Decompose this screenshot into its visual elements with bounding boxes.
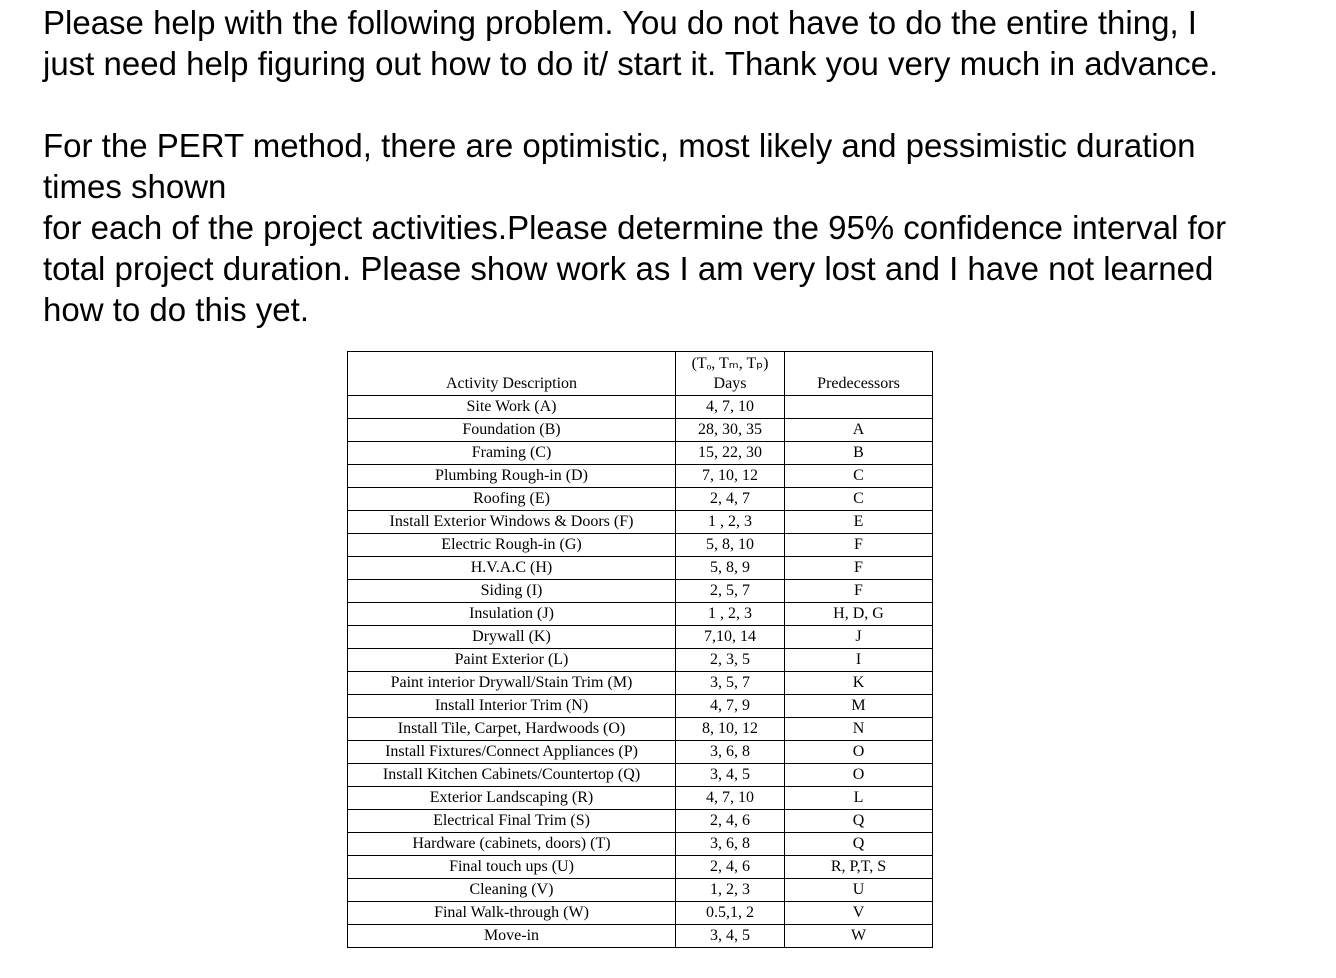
predecessors-cell: K	[785, 672, 933, 695]
header-predecessors: Predecessors	[785, 352, 933, 396]
activity-cell: Install Interior Trim (N)	[348, 695, 676, 718]
predecessors-cell: B	[785, 442, 933, 465]
activity-cell: Move-in	[348, 925, 676, 948]
activity-cell: Framing (C)	[348, 442, 676, 465]
duration-cell: 2, 4, 6	[676, 856, 785, 879]
table-row	[348, 764, 933, 787]
duration-cell: 2, 3, 5	[676, 649, 785, 672]
duration-cell: 0.5,1, 2	[676, 902, 785, 925]
predecessors-cell: R, P,T, S	[785, 856, 933, 879]
table-row	[348, 534, 933, 557]
duration-cell: 1, 2, 3	[676, 879, 785, 902]
question-line-1: For the PERT method, there are optimistic, most likely and pessimistic duration	[43, 127, 1196, 164]
table-row	[348, 833, 933, 856]
duration-cell: 2, 4, 7	[676, 488, 785, 511]
duration-cell: 5, 8, 9	[676, 557, 785, 580]
predecessors-cell: L	[785, 787, 933, 810]
table-row	[348, 580, 933, 603]
duration-cell: 5, 8, 10	[676, 534, 785, 557]
activity-cell: Paint Exterior (L)	[348, 649, 676, 672]
predecessors-cell: Q	[785, 833, 933, 856]
table-row	[348, 787, 933, 810]
predecessors-cell: F	[785, 534, 933, 557]
activity-cell: Final touch ups (U)	[348, 856, 676, 879]
table-row	[348, 396, 933, 419]
activity-cell: Siding (I)	[348, 580, 676, 603]
duration-cell: 1 , 2, 3	[676, 511, 785, 534]
paragraph-gap	[43, 84, 1333, 125]
header-duration-days	[676, 352, 785, 396]
activity-cell: Site Work (A)	[348, 396, 676, 419]
activity-cell: Plumbing Rough-in (D)	[348, 465, 676, 488]
predecessors-cell: V	[785, 902, 933, 925]
intro-line-2: just need help figuring out how to do it/ start it. Thank you very much in advance.	[43, 45, 1219, 82]
duration-cell: 2, 4, 6	[676, 810, 785, 833]
duration-cell: 7,10, 14	[676, 626, 785, 649]
header-duration-estimates: (Tₒ, Tₘ, Tₚ)	[691, 355, 769, 372]
duration-cell: 4, 7, 10	[676, 396, 785, 419]
duration-cell: 3, 4, 5	[676, 764, 785, 787]
activity-cell: Install Tile, Carpet, Hardwoods (O)	[348, 718, 676, 741]
table-row	[348, 488, 933, 511]
predecessors-cell: O	[785, 741, 933, 764]
activity-cell: Insulation (J)	[348, 603, 676, 626]
question-line-5: how to do this yet.	[43, 291, 309, 328]
predecessors-cell: A	[785, 419, 933, 442]
duration-cell: 3, 4, 5	[676, 925, 785, 948]
table-row	[348, 925, 933, 948]
duration-cell: 8, 10, 12	[676, 718, 785, 741]
activity-cell: Install Kitchen Cabinets/Countertop (Q)	[348, 764, 676, 787]
table-row	[348, 603, 933, 626]
table-row	[348, 626, 933, 649]
pert-activity-table	[347, 351, 933, 948]
predecessors-cell: I	[785, 649, 933, 672]
table-row	[348, 465, 933, 488]
duration-cell: 2, 5, 7	[676, 580, 785, 603]
table-row	[348, 902, 933, 925]
table-row	[348, 511, 933, 534]
question-line-2: times shown	[43, 168, 227, 205]
table-row	[348, 718, 933, 741]
question-line-4: total project duration. Please show work as I am very lost and I have not learned	[43, 250, 1214, 287]
predecessors-cell: C	[785, 488, 933, 511]
duration-cell: 1 , 2, 3	[676, 603, 785, 626]
intro-line-1: Please help with the following problem. You do not have to do the entire thing, I	[43, 4, 1197, 41]
activity-cell: Exterior Landscaping (R)	[348, 787, 676, 810]
activity-cell: Drywall (K)	[348, 626, 676, 649]
activity-cell: Paint interior Drywall/Stain Trim (M)	[348, 672, 676, 695]
predecessors-cell: F	[785, 580, 933, 603]
activity-cell: Final Walk-through (W)	[348, 902, 676, 925]
predecessors-cell: H, D, G	[785, 603, 933, 626]
predecessors-cell: F	[785, 557, 933, 580]
activity-cell: Foundation (B)	[348, 419, 676, 442]
table-row	[348, 672, 933, 695]
duration-cell: 28, 30, 35	[676, 419, 785, 442]
table-header-row	[348, 352, 933, 396]
table-row	[348, 649, 933, 672]
duration-cell: 3, 5, 7	[676, 672, 785, 695]
duration-cell: 4, 7, 9	[676, 695, 785, 718]
duration-cell: 4, 7, 10	[676, 787, 785, 810]
duration-cell: 3, 6, 8	[676, 833, 785, 856]
predecessors-cell: N	[785, 718, 933, 741]
duration-cell: 3, 6, 8	[676, 741, 785, 764]
activity-cell: Roofing (E)	[348, 488, 676, 511]
table-row	[348, 557, 933, 580]
activity-cell: Cleaning (V)	[348, 879, 676, 902]
table-row	[348, 810, 933, 833]
duration-cell: 7, 10, 12	[676, 465, 785, 488]
activity-cell: Install Exterior Windows & Doors (F)	[348, 511, 676, 534]
activity-cell: H.V.A.C (H)	[348, 557, 676, 580]
predecessors-cell: E	[785, 511, 933, 534]
duration-cell: 15, 22, 30	[676, 442, 785, 465]
table-body	[348, 396, 933, 948]
table-row	[348, 695, 933, 718]
predecessors-cell: U	[785, 879, 933, 902]
predecessors-cell: M	[785, 695, 933, 718]
table-row	[348, 879, 933, 902]
header-days-unit: Days	[713, 375, 747, 392]
predecessors-cell: Q	[785, 810, 933, 833]
table-row	[348, 419, 933, 442]
predecessors-cell: O	[785, 764, 933, 787]
question-text	[43, 2, 1333, 330]
table-row	[348, 856, 933, 879]
question-line-3: for each of the project activities.Please determine the 95% confidence interval for	[43, 209, 1227, 246]
table-row	[348, 741, 933, 764]
activity-cell: Install Fixtures/Connect Appliances (P)	[348, 741, 676, 764]
activity-cell: Electric Rough-in (G)	[348, 534, 676, 557]
predecessors-cell	[785, 396, 933, 419]
activity-cell: Electrical Final Trim (S)	[348, 810, 676, 833]
predecessors-cell: W	[785, 925, 933, 948]
predecessors-cell: C	[785, 465, 933, 488]
table-row	[348, 442, 933, 465]
header-activity-description: Activity Description	[348, 352, 676, 396]
activity-cell: Hardware (cabinets, doors) (T)	[348, 833, 676, 856]
predecessors-cell: J	[785, 626, 933, 649]
